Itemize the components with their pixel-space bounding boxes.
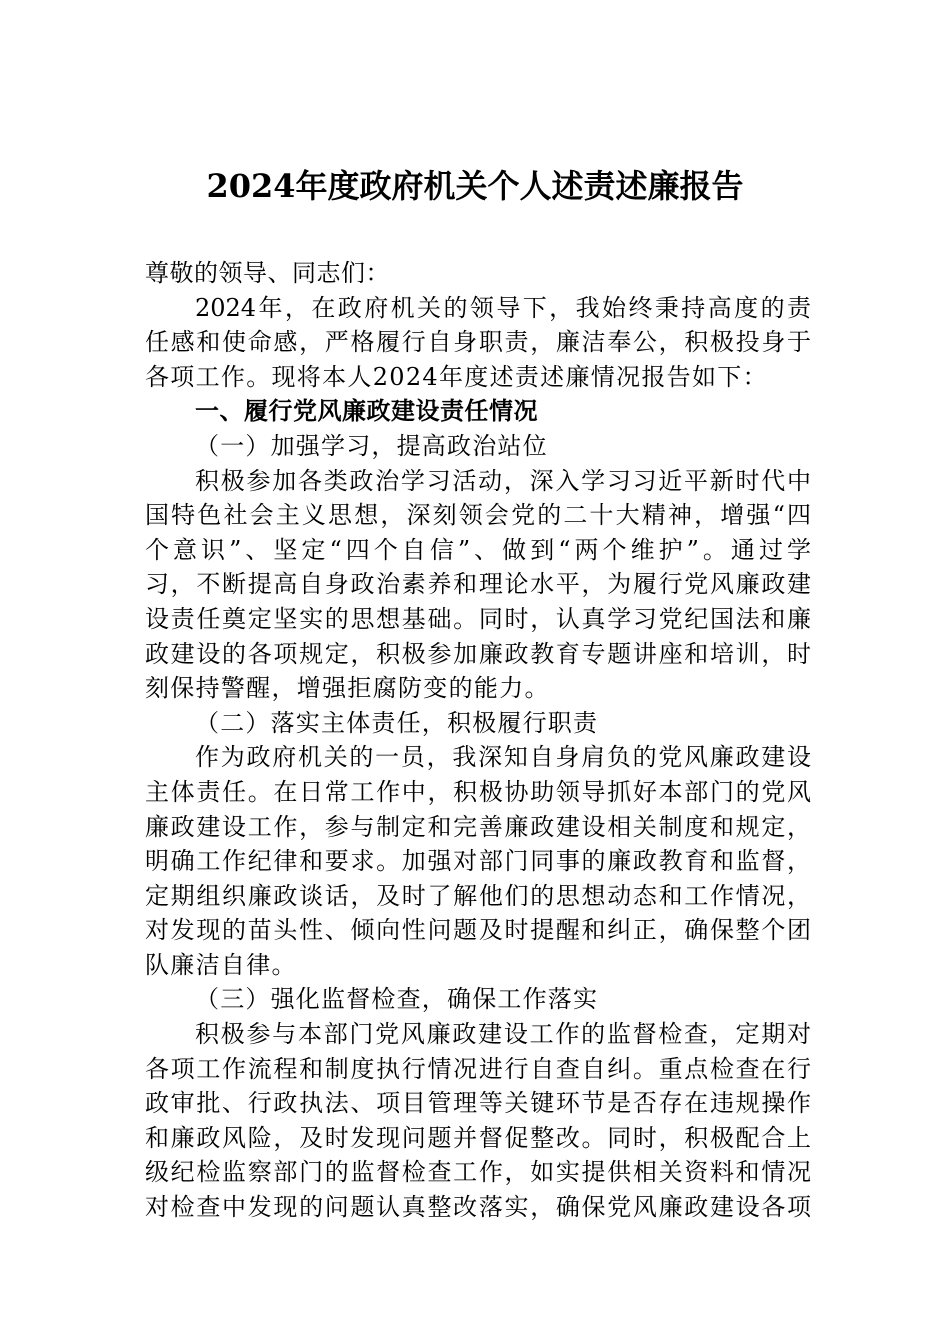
- paragraph-line: 政审批、行政执法、项目管理等关键环节是否存在违规操作: [145, 1089, 811, 1118]
- paragraph-line: 对发现的苗头性、倾向性问题及时提醒和纠正，确保整个团: [145, 916, 811, 945]
- subsection-heading: （一）加强学习，提高政治站位: [195, 431, 548, 460]
- paragraph-line: 国特色社会主义思想，深刻领会党的二十大精神，增强“四: [145, 501, 811, 530]
- paragraph-line: 队廉洁自律。: [145, 950, 297, 979]
- subsection-heading: （二）落实主体责任，积极履行职责: [195, 708, 599, 737]
- paragraph-line: 对检查中发现的问题认真整改落实，确保党风廉政建设各项: [145, 1193, 811, 1222]
- paragraph-line: 设责任奠定坚实的思想基础。同时，认真学习党纪国法和廉: [145, 604, 811, 633]
- intro-line: 任感和使命感，严格履行自身职责，廉洁奉公，积极投身于: [145, 328, 811, 357]
- paragraph-line: 个意识”、坚定“四个自信”、做到“两个维护”。通过学: [145, 535, 811, 564]
- paragraph-line: 级纪检监察部门的监督检查工作，如实提供相关资料和情况: [145, 1158, 811, 1187]
- greeting: 尊敬的领导、同志们：: [145, 259, 390, 287]
- intro-line: 2024年，在政府机关的领导下，我始终秉持高度的责: [195, 293, 811, 322]
- document-title: 2024年度政府机关个人述责述廉报告: [206, 167, 744, 205]
- paragraph-line: 刻保持警醒，增强拒腐防变的能力。: [145, 674, 550, 703]
- subsection-heading: （三）强化监督检查，确保工作落实: [195, 985, 599, 1014]
- paragraph-line: 政建设的各项规定，积极参加廉政教育专题讲座和培训，时: [145, 639, 811, 668]
- paragraph-line: 廉政建设工作，参与制定和完善廉政建设相关制度和规定，: [145, 812, 811, 841]
- paragraph-line: 习，不断提高自身政治素养和理论水平，为履行党风廉政建: [145, 570, 811, 599]
- paragraph-line: 定期组织廉政谈话，及时了解他们的思想动态和工作情况，: [145, 881, 811, 910]
- paragraph-line: 积极参加各类政治学习活动，深入学习习近平新时代中: [195, 466, 811, 495]
- document-body: [145, 256, 811, 1225]
- paragraph-line: 明确工作纪律和要求。加强对部门同事的廉政教育和监督，: [145, 847, 811, 876]
- paragraph-line: 积极参与本部门党风廉政建设工作的监督检查，定期对: [195, 1020, 811, 1049]
- intro-line: 各项工作。现将本人2024年度述责述廉情况报告如下：: [145, 362, 768, 391]
- section-heading: 一、履行党风廉政建设责任情况: [195, 396, 538, 426]
- paragraph-line: 作为政府机关的一员，我深知自身肩负的党风廉政建设: [195, 743, 811, 772]
- paragraph-line: 和廉政风险，及时发现问题并督促整改。同时，积极配合上: [145, 1123, 811, 1152]
- paragraph-line: 各项工作流程和制度执行情况进行自查自纠。重点检查在行: [145, 1054, 811, 1083]
- paragraph-line: 主体责任。在日常工作中，积极协助领导抓好本部门的党风: [145, 777, 811, 806]
